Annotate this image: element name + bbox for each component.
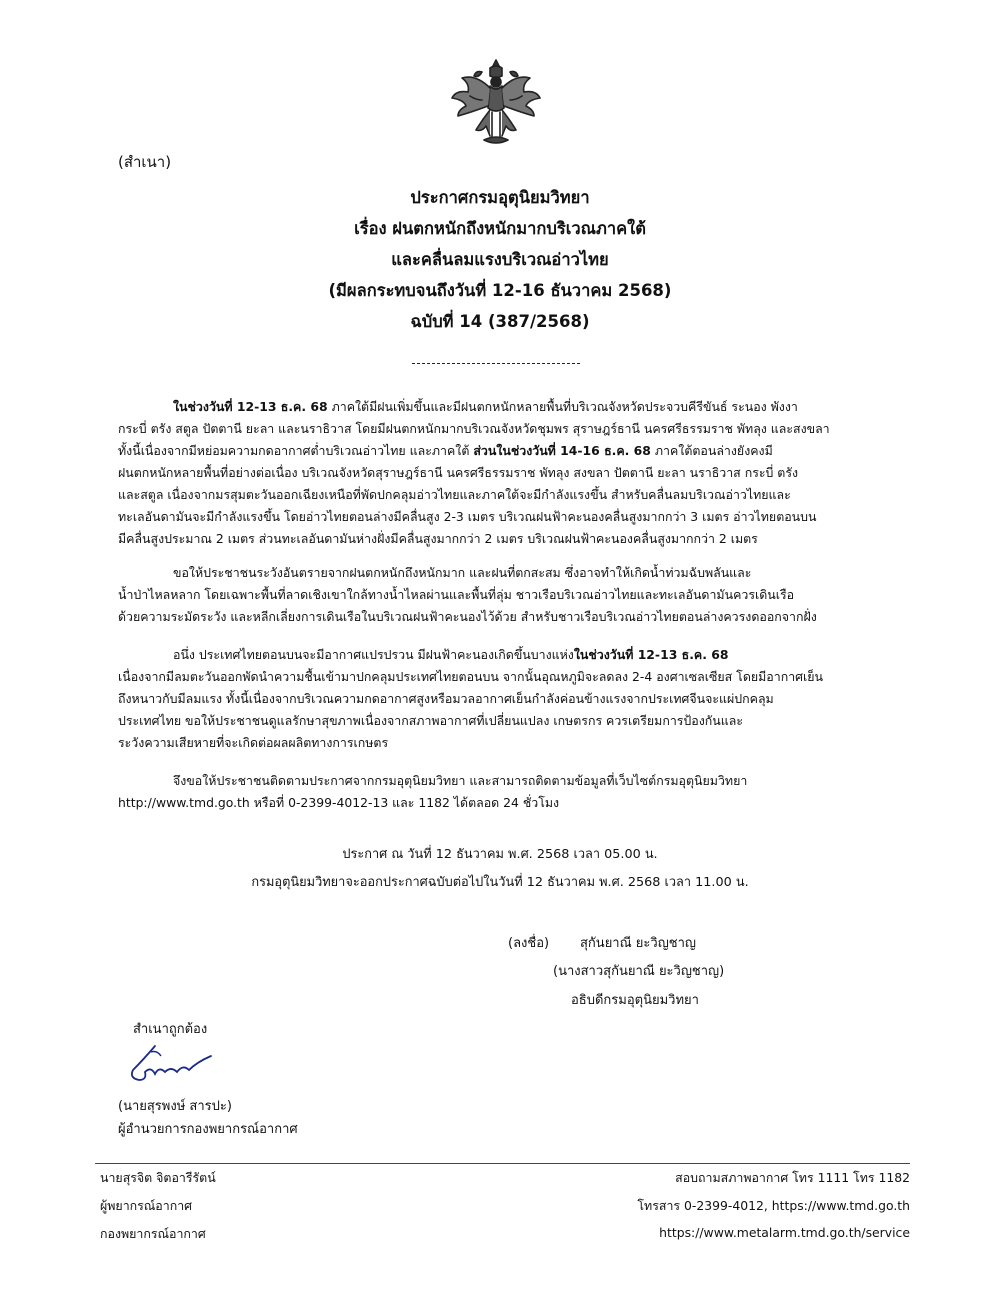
garuda-emblem-icon bbox=[446, 56, 546, 148]
footer-divider bbox=[95, 1163, 910, 1164]
bold-date: ส่วนในช่วงวันที่ 14-16 ธ.ค. 68 bbox=[473, 443, 651, 458]
certify-position: ผู้อำนวยการกองพยากรณ์อากาศ bbox=[118, 1122, 298, 1137]
announcement-title bbox=[0, 182, 1000, 337]
para-line: ด้วยความระมัดระวัง และหลีกเลี่ยงการเดินเรือในบริเวณฝนฟ้าคะนองไว้ด้วย สำหรับชาวเรือบริเวณอ่าวไทยตอนล่างควรงดออกจากฝั่ง bbox=[118, 609, 817, 624]
footer-forecaster-role: ผู้พยากรณ์อากาศ bbox=[100, 1198, 193, 1213]
paragraph-contact bbox=[118, 770, 908, 814]
para-line: ประเทศไทย ขอให้ประชาชนดูแลรักษาสุขภาพเนื่องจากสภาพอากาศที่เปลี่ยนแปลง เกษตรกร ควรเตรียมการป้องกันและ bbox=[118, 713, 743, 728]
announce-date: ประกาศ ณ วันที่ 12 ธันวาคม พ.ศ. 2568 เวลา 05.00 น. bbox=[342, 847, 658, 862]
para-line: มีคลื่นสูงประมาณ 2 เมตร ส่วนทะเลอันดามันห่างฝั่งมีคลื่นสูงมากกว่า 2 เมตร บริเวณฝนฟ้าคะนองคลื่นสูงมากกว่า 2 เมตร bbox=[118, 531, 758, 546]
para-line: ขอให้ประชาชนระวังอันตรายจากฝนตกหนักถึงหนักมาก และฝนที่ตกสะสม ซึ่งอาจทำให้เกิดน้ำท่วมฉับพลันและ bbox=[173, 565, 752, 580]
signature-prefix: (ลงชื่อ) bbox=[508, 936, 550, 951]
bold-date: ในช่วงวันที่ 12-13 ธ.ค. 68 bbox=[573, 647, 729, 662]
para-line: ทะเลอันดามันจะมีกำลังแรงขึ้น โดยอ่าวไทยตอนล่างมีคลื่นสูง 2-3 เมตร บริเวณฝนฟ้าคะนองคลื่นสูงมากกว่า 3 เมตร อ่าวไทยตอนบน bbox=[118, 509, 817, 524]
handwritten-signature bbox=[125, 1040, 220, 1090]
para-line bbox=[118, 644, 908, 666]
signature-name: สุกันยาณี ยะวิญชาญ bbox=[580, 936, 696, 951]
signature-position: อธิบดีกรมอุตุนิยมวิทยา bbox=[571, 993, 699, 1008]
para-line bbox=[118, 440, 908, 462]
para-line: ถึงหนาวกับมีลมแรง ทั้งนี้เนื่องจากบริเวณความกดอากาศสูงหรือมวลอากาศเย็นกำลังค่อนข้างแรงจากประเทศจีนจะแผ่ปกคลุม bbox=[118, 691, 774, 706]
text-span: อนึ่ง ประเทศไทยตอนบนจะมีอากาศแปรปรวน มีฝนฟ้าคะนองเกิดขึ้นบางแห่ง bbox=[173, 647, 574, 662]
footer-division: กองพยากรณ์อากาศ bbox=[100, 1226, 206, 1241]
paragraph-upper-thailand bbox=[118, 644, 908, 754]
para-line: และสตูล เนื่องจากมรสุมตะวันออกเฉียงเหนือที่พัดปกคลุมอ่าวไทยและภาคใต้จะมีกำลังแรงขึ้น สำหรับคลื่นลมบริเวณอ่าวไทยและ bbox=[118, 487, 791, 502]
para-line: กระบี่ ตรัง สตูล ปัตตานี ยะลา และนราธิวาส โดยมีฝนตกหนักมากบริเวณจังหวัดชุมพร สุราษฎร์ธานี นครศรีธรรมราช พัทลุง และสงขลา bbox=[118, 421, 830, 436]
title-line-3: และคลื่นลมแรงบริเวณอ่าวไทย bbox=[391, 250, 609, 269]
bold-date: ในช่วงวันที่ 12-13 ธ.ค. 68 bbox=[173, 399, 328, 414]
title-line-2: เรื่อง ฝนตกหนักถึงหนักมากบริเวณภาคใต้ bbox=[354, 219, 646, 238]
para-line: ฝนตกหนักหลายพื้นที่อย่างต่อเนื่อง บริเวณจังหวัดสุราษฎร์ธานี นครศรีธรรมราช พัทลุง สงขลา ปัตตานี ยะลา นราธิวาส กระบี่ ตรัง bbox=[118, 465, 799, 480]
para-line: ระวังความเสียหายที่จะเกิดต่อผลผลิตทางการเกษตร bbox=[118, 735, 389, 750]
para-line: เนื่องจากมีลมตะวันออกพัดนำความชื้นเข้ามาปกคลุมประเทศไทยตอนบน จากนั้นอุณหภูมิจะลดลง 2-4 องศาเซลเซียส โดยมีอากาศเย็น bbox=[118, 669, 823, 684]
para-line: จึงขอให้ประชาชนติดตามประกาศจากกรมอุตุนิยมวิทยา และสามารถติดตามข้อมูลที่เว็บไซต์กรมอุตุนิยมวิทยา bbox=[173, 773, 748, 788]
paragraph-forecast-south bbox=[118, 396, 908, 550]
title-line-1: ประกาศกรมอุตุนิยมวิทยา bbox=[410, 188, 590, 207]
footer-service-link[interactable]: https://www.metalarm.tmd.go.th/service bbox=[659, 1225, 910, 1240]
para-line: น้ำป่าไหลหลาก โดยเฉพาะพื้นที่ลาดเชิงเขาใกล้ทางน้ำไหลผ่านและพื้นที่ลุ่ม ชาวเรือบริเวณอ่าวไทยและทะเลอันดามันควรเดินเรือ bbox=[118, 587, 795, 602]
footer-fax-link[interactable]: โทรสาร 0-2399-4012, https://www.tmd.go.th bbox=[637, 1198, 910, 1213]
certify-name: (นายสุรพงษ์ สารปะ) bbox=[118, 1099, 232, 1114]
title-divider bbox=[412, 363, 580, 364]
footer-phone: สอบถามสภาพอากาศ โทร 1111 โทร 1182 bbox=[675, 1170, 910, 1185]
signature-full-name: (นางสาวสุกันยาณี ยะวิญชาญ) bbox=[553, 964, 725, 979]
certify-label: สำเนาถูกต้อง bbox=[133, 1022, 208, 1037]
text-span: ทั้งนี้เนื่องจากมีหย่อมความกดอากาศต่ำบริเวณอ่าวไทย และภาคใต้ bbox=[118, 443, 474, 458]
footer-forecaster-name: นายสุรจิต จิตอารีรัตน์ bbox=[100, 1170, 216, 1185]
title-line-4: (มีผลกระทบจนถึงวันที่ 12-16 ธันวาคม 2568) bbox=[328, 281, 672, 300]
title-line-5: ฉบับที่ 14 (387/2568) bbox=[410, 312, 590, 331]
paragraph-warning bbox=[118, 562, 908, 628]
para-line: http://www.tmd.go.th หรือที่ 0-2399-4012-13 และ 1182 ได้ตลอด 24 ชั่วโมง bbox=[118, 795, 560, 810]
next-issue: กรมอุตุนิยมวิทยาจะออกประกาศฉบับต่อไปในวันที่ 12 ธันวาคม พ.ศ. 2568 เวลา 11.00 น. bbox=[251, 875, 749, 890]
para-line bbox=[118, 396, 908, 418]
text-span: ภาคใต้มีฝนเพิ่มขึ้นและมีฝนตกหนักหลายพื้นที่บริเวณจังหวัดประจวบคีรีขันธ์ ระนอง พังงา bbox=[327, 399, 798, 414]
copy-mark: (สำเนา) bbox=[118, 153, 172, 171]
text-span: ภาคใต้ตอนล่างยังคงมี bbox=[650, 443, 773, 458]
